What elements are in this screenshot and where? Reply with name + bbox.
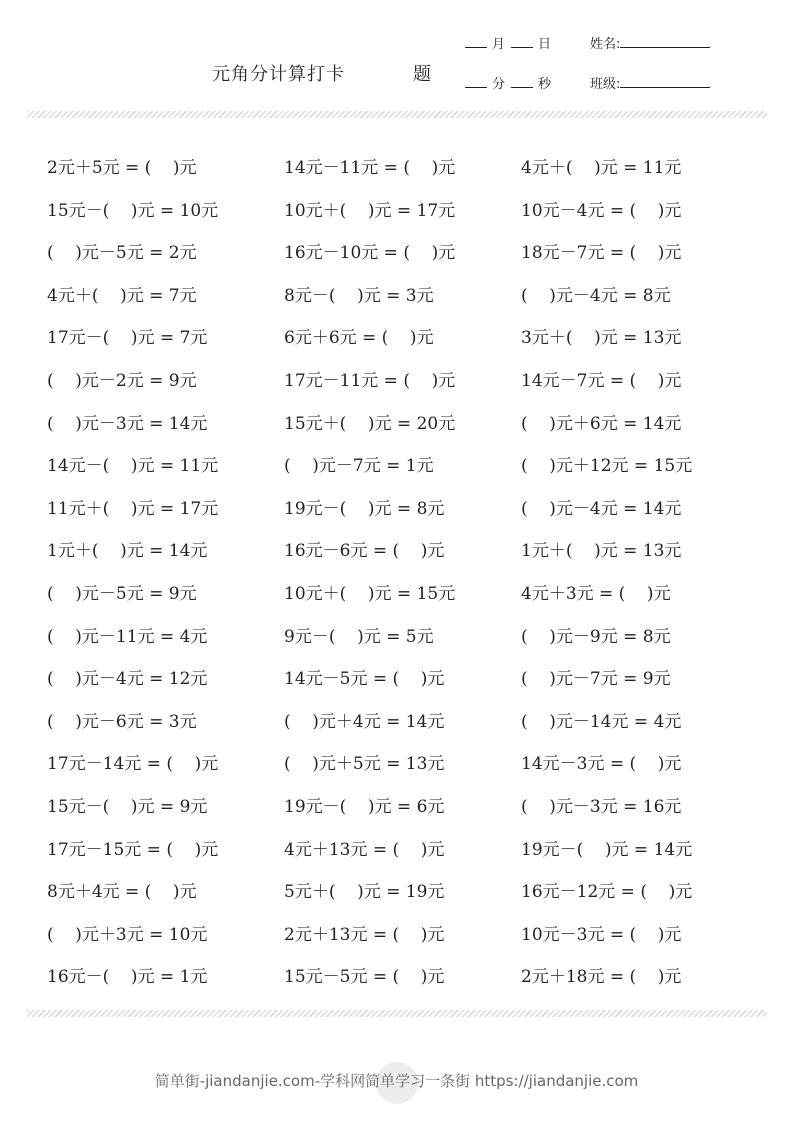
problem-item: ( )元＋5元 = 13元 [284,754,445,775]
problem-item: ( )元－9元 = 8元 [521,626,671,647]
problem-item: 5元＋( )元 = 19元 [284,882,445,903]
problem-item: 2元＋13元 = ( )元 [284,924,445,945]
problem-item: 14元－11元 = ( )元 [284,158,456,178]
name-label: 姓名: [590,37,621,52]
class-label: 班级: [590,77,621,92]
problem-item: ( )元－14元 = 4元 [521,711,682,732]
problem-item: 11元＋( )元 = 17元 [47,498,219,519]
problem-item: ( )元－6元 = 3元 [47,711,197,732]
problem-item: 14元－3元 = ( )元 [521,754,682,775]
month-label: 月 [492,37,506,52]
problem-item: 8元－( )元 = 3元 [284,285,434,306]
problem-item: 15元－( )元 = 10元 [47,200,219,221]
footer-text: 简单街-jiandanjie.com-学科网简单学习一条街 https://jiandanjie.com [154,1072,639,1090]
problem-item: 18元－7元 = ( )元 [521,243,682,264]
problem-count-label: 题 [413,64,431,85]
problem-item: 17元－14元 = ( )元 [47,754,219,775]
minute-blank[interactable] [465,77,487,88]
day-blank[interactable] [511,37,533,48]
problem-item: 4元＋( )元 = 11元 [521,158,682,178]
day-label: 日 [538,37,552,52]
worksheet-header [0,0,793,110]
problem-item: ( )元－3元 = 14元 [47,413,208,434]
problem-item: 10元－4元 = ( )元 [521,200,682,221]
problem-item: 17元－( )元 = 7元 [47,328,208,349]
problem-item: 16元－6元 = ( )元 [284,541,445,562]
problem-item: 17元－11元 = ( )元 [284,371,456,391]
month-blank[interactable] [465,37,487,48]
problem-item: ( )元－4元 = 14元 [521,498,682,519]
problem-item: ( )元－4元 = 8元 [521,285,671,306]
problem-item: 15元－5元 = ( )元 [284,967,445,988]
problem-item: 14元－5元 = ( )元 [284,669,445,690]
second-blank[interactable] [511,77,533,88]
time-field [465,73,557,92]
problem-item: ( )元＋4元 = 14元 [284,711,445,732]
problem-item: 2元＋5元 = ( )元 [47,158,197,178]
problem-item: ( )元－7元 = 9元 [521,669,671,690]
problem-item: 1元＋( )元 = 13元 [521,541,682,562]
problem-item: 14元－7元 = ( )元 [521,371,682,391]
problem-item: ( )元－7元 = 1元 [284,456,434,477]
problem-item: 8元＋4元 = ( )元 [47,882,197,903]
problem-item: 1元＋( )元 = 14元 [47,541,208,562]
problem-item: 9元－( )元 = 5元 [284,626,434,647]
problem-item: 10元－3元 = ( )元 [521,924,682,945]
problem-item: 17元－15元 = ( )元 [47,839,219,860]
problem-item: 19元－( )元 = 8元 [284,498,445,519]
worksheet-title: 元角分计算打卡 [212,64,345,85]
problem-item: ( )元－5元 = 2元 [47,243,197,264]
problem-item: 19元－( )元 = 6元 [284,797,445,817]
problem-item: 4元＋3元 = ( )元 [521,584,671,604]
problem-item: ( )元－3元 = 16元 [521,797,682,817]
second-label: 秒 [538,77,552,92]
problem-item: 19元－( )元 = 14元 [521,839,693,860]
date-field [465,33,557,52]
problem-item: 16元－10元 = ( )元 [284,243,456,264]
problem-item: ( )元－4元 = 12元 [47,669,208,690]
problem-item: 15元－( )元 = 9元 [47,797,208,817]
problem-item: 16元－( )元 = 1元 [47,967,208,988]
problem-item: 10元＋( )元 = 17元 [284,200,456,221]
problem-item: ( )元＋12元 = 15元 [521,456,693,477]
divider-bottom [27,1010,767,1017]
problem-item: 6元＋6元 = ( )元 [284,328,434,349]
problem-item: 2元＋18元 = ( )元 [521,967,682,988]
class-blank[interactable] [620,77,710,88]
problem-item: 15元＋( )元 = 20元 [284,413,456,434]
problem-item: 16元－12元 = ( )元 [521,882,693,903]
class-field [590,73,710,92]
divider-top [27,111,767,118]
problem-item: ( )元＋3元 = 10元 [47,924,208,945]
problem-item: 14元－( )元 = 11元 [47,456,219,477]
problem-item: ( )元－11元 = 4元 [47,626,208,647]
problem-item: 3元＋( )元 = 13元 [521,328,682,349]
name-field [590,33,710,52]
problem-item: ( )元－2元 = 9元 [47,371,197,391]
problem-item: 4元＋( )元 = 7元 [47,285,197,306]
problem-item: ( )元＋6元 = 14元 [521,413,682,434]
minute-label: 分 [492,77,506,92]
name-blank[interactable] [620,37,710,48]
problem-item: ( )元－5元 = 9元 [47,584,197,604]
problem-item: 4元＋13元 = ( )元 [284,839,445,860]
problem-item: 10元＋( )元 = 15元 [284,584,456,604]
